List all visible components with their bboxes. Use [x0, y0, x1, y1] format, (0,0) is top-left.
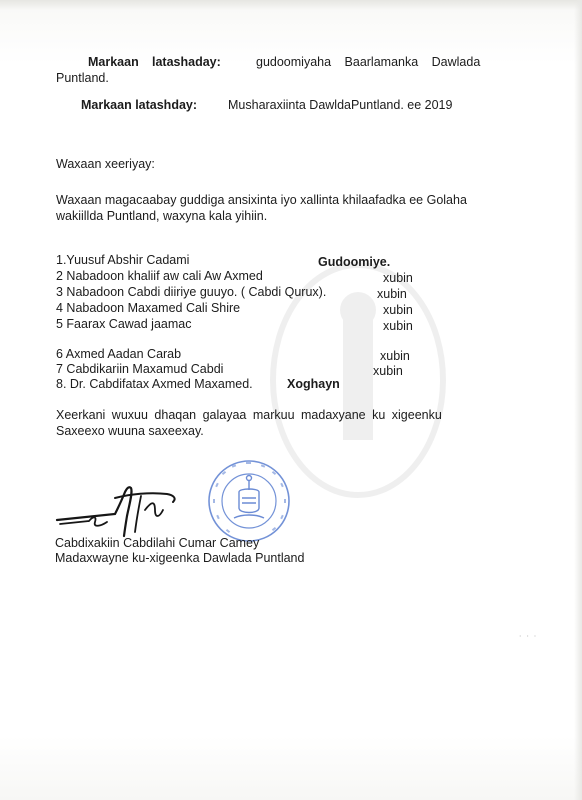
header-line1-verb: latashaday:	[152, 55, 221, 69]
handwritten-signature	[55, 480, 205, 540]
intro-line-2: wakiillda Puntland, waxyna kala yihiin.	[56, 209, 268, 223]
header-line1-value: gudoomiyaha Baarlamanka Dawlada	[256, 55, 481, 69]
signatory-name: Cabdixakiin Cabdilahi Cumar Camey	[55, 536, 260, 550]
member-name: 5 Faarax Cawad jaamac	[56, 317, 192, 331]
header-line2-value: Musharaxiinta DawldaPuntland. ee 2019	[228, 98, 453, 112]
official-stamp	[206, 458, 292, 544]
closing-line-2: Saxeexo wuuna saxeexay.	[56, 424, 204, 438]
page-top-shadow	[0, 0, 582, 10]
member-name: 6 Axmed Aadan Carab	[56, 347, 182, 361]
closing-line-1: Xeerkani wuxuu dhaqan galayaa markuu madaxyane ku xigeenku	[56, 408, 442, 422]
member-role: xubin	[383, 303, 413, 317]
intro-line-1: Waxaan magacaabay guddiga ansixinta iyo xallinta khilaafadka ee Golaha	[56, 193, 467, 207]
page-right-shadow	[574, 0, 582, 800]
member-role: xubin	[377, 287, 407, 301]
member-role: xubin	[373, 364, 403, 378]
member-name: 7 Cabdikariin Maxamud Cabdi	[56, 362, 224, 376]
member-name: 2 Nabadoon khaliif aw cali Aw Axmed	[56, 269, 263, 283]
member-name: 4 Nabadoon Maxamed Cali Shire	[56, 301, 241, 315]
signatory-title: Madaxwayne ku-xigeenka Dawlada Puntland	[55, 551, 305, 565]
header-line1-continuation: Puntland.	[56, 71, 109, 85]
scan-speck: ᐧ ᐧ ᐧ	[518, 632, 537, 643]
section-title: Waxaan xeeriyay:	[56, 157, 155, 171]
member-name: 8. Dr. Cabdifatax Axmed Maxamed.	[56, 377, 253, 391]
member-role: xubin	[383, 319, 413, 333]
member-role: Xoghayn	[287, 377, 340, 391]
header-line2-label: Markaan latashday:	[81, 98, 198, 112]
member-role: xubin	[380, 349, 410, 363]
member-role: Gudoomiye.	[318, 255, 391, 269]
member-name: 1.Yuusuf Abshir Cadami	[56, 253, 190, 267]
header-line1-label: Markaan	[88, 55, 139, 69]
member-name: 3 Nabadoon Cabdi diiriye guuyo. ( Cabdi Qurux).	[56, 285, 327, 299]
member-role: xubin	[383, 271, 413, 285]
